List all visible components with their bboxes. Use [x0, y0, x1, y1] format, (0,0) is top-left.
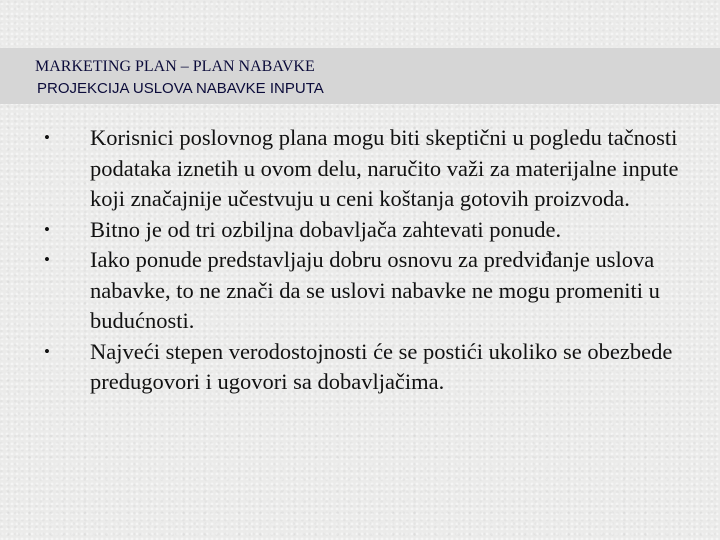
- slide-title: MARKETING PLAN – PLAN NABAVKE: [35, 58, 315, 75]
- bullet-item-3: [42, 245, 692, 337]
- bullet-icon: •: [44, 341, 50, 361]
- bullet-text: Najveći stepen verodostojnosti će se postići ukoliko se obezbede predugovori i ugovori sa dobavljačima.: [90, 338, 673, 394]
- bullet-icon: •: [44, 128, 50, 147]
- bullet-text: Bitno je od tri ozbiljna dobavljača zahtevati ponude.: [90, 216, 562, 242]
- bullet-icon: •: [44, 250, 50, 269]
- bullet-text: Iako ponude predstavljaju dobru osnovu za predviđanje uslova nabavke, to ne znači da se uslovi nabavke ne mogu promeniti u budućnosti.: [90, 247, 660, 333]
- bullet-list: [42, 123, 692, 398]
- bullet-item-4: [42, 337, 692, 398]
- bullet-item-1: [42, 123, 692, 215]
- bullet-item-2: [42, 215, 692, 246]
- bullet-icon: •: [44, 219, 50, 239]
- slide-subtitle: PROJEKCIJA USLOVA NABAVKE INPUTA: [37, 80, 324, 97]
- bullet-text: Korisnici poslovnog plana mogu biti skeptični u pogledu tačnosti podataka iznetih u ovom delu, naručito važi za materijalne inpute koji značajnije učestvuju u ceni koštanja gotovih proizvoda.: [90, 125, 679, 211]
